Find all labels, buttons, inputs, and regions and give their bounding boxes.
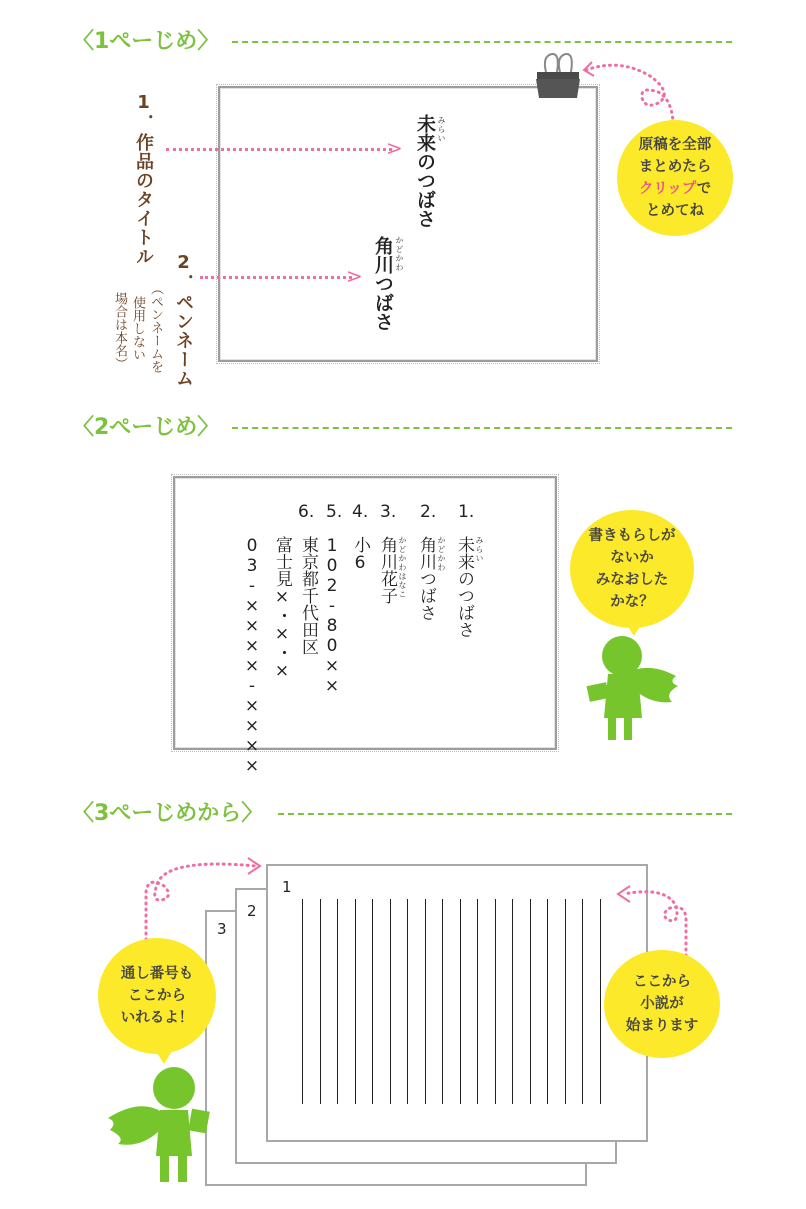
writing-line (565, 899, 566, 1104)
writing-line (320, 899, 321, 1104)
label-pen-name: 2．ペンネーム (173, 252, 194, 388)
writing-line (460, 899, 461, 1104)
writing-line (302, 899, 303, 1104)
title-ruby: みらい (437, 116, 446, 143)
speech-bubble-page-number (98, 938, 216, 1054)
binder-clip-icon (532, 50, 582, 102)
item-text-6c: 03-××××-×××× (242, 536, 262, 776)
bubble-line: 書きもらしが (588, 528, 676, 544)
page-number-1: 1 (282, 878, 292, 896)
item-ruby-1: みらい (475, 536, 484, 563)
speech-bubble-story-start (604, 950, 720, 1058)
section-heading-3: 〈3ぺーじめから〉 (72, 801, 264, 826)
arrowhead-icon: > (386, 136, 403, 160)
bubble-line: で (696, 181, 712, 197)
bubble-line: まとめたら (638, 159, 712, 175)
speech-bubble-clip (617, 120, 733, 236)
item-text-5: 102-80×× (322, 536, 342, 696)
speech-bubble-review (570, 510, 694, 628)
item-number-3: 3. (380, 502, 397, 522)
label-work-title: 1．作品のタイトル (133, 92, 154, 266)
bubble-line: ここから (633, 974, 691, 990)
bubble-line: ここから (128, 988, 186, 1004)
item-number-2: 2. (420, 502, 437, 522)
item-number-4: 4. (352, 502, 369, 522)
writing-line (477, 899, 478, 1104)
writing-line (337, 899, 338, 1104)
item-number-1: 1. (458, 502, 475, 522)
item-text-2: 角川つばさ (416, 536, 436, 621)
arrowhead-icon: > (346, 264, 363, 288)
section-divider (232, 41, 732, 43)
arrow-to-title (166, 148, 392, 151)
item-number-6: 6. (298, 502, 315, 522)
pen-name: 角川つばさ (372, 236, 394, 331)
item-ruby-3: かどかわはなこ (398, 536, 407, 599)
writing-line (407, 899, 408, 1104)
item-text-3: 角川花子 (377, 536, 397, 604)
item-text-6a: 東京都千代田区 (298, 536, 318, 655)
arrow-to-pen-name (200, 276, 352, 279)
pen-name-ruby: かどかわ (395, 236, 404, 272)
bubble-line: ないか (610, 550, 654, 566)
manuscript-sheet-1 (266, 864, 648, 1142)
writing-line (372, 899, 373, 1104)
bubble-line: いれるよ！ (120, 1010, 194, 1026)
writing-line (547, 899, 548, 1104)
bubble-line: 通し番号も (120, 966, 194, 982)
section-heading-1: 〈1ぺーじめ〉 (72, 29, 220, 54)
bubble-line: 原稿を全部 (638, 137, 712, 153)
manuscript-page-1 (218, 86, 598, 362)
label-pen-note-1: （ペンネームを (148, 282, 163, 373)
bubble-line: みなおした (595, 572, 669, 588)
section-divider (278, 813, 732, 815)
item-text-6b: 富士見×・×・× (272, 536, 292, 681)
label-pen-note-3: 場合は本名） (112, 292, 127, 370)
angel-character-icon (104, 1060, 222, 1186)
writing-line (600, 899, 601, 1104)
writing-line (530, 899, 531, 1104)
pointer-curl (606, 880, 692, 960)
writing-line (355, 899, 356, 1104)
angel-character-icon (580, 632, 684, 744)
item-ruby-2: かどかわ (437, 536, 446, 572)
writing-line (582, 899, 583, 1104)
writing-line (425, 899, 426, 1104)
work-title: 未来のつばさ (414, 114, 436, 228)
section-divider (232, 427, 732, 429)
bubble-line: 小説が (640, 996, 684, 1012)
pointer-curl (138, 852, 268, 952)
bubble-highlight: クリップ (638, 181, 697, 197)
page-number-2: 2 (247, 902, 257, 920)
writing-line (442, 899, 443, 1104)
section-heading-2: 〈2ぺーじめ〉 (72, 415, 220, 440)
page-number-3: 3 (217, 920, 227, 938)
label-pen-note-2: 使用しない (130, 296, 145, 361)
bubble-line: かな？ (610, 594, 654, 610)
bubble-line: とめてね (646, 203, 704, 219)
writing-line (512, 899, 513, 1104)
writing-line (495, 899, 496, 1104)
item-text-4: 小6 (350, 536, 370, 573)
writing-line (390, 899, 391, 1104)
item-text-1: 未来のつばさ (454, 536, 474, 638)
item-number-5: 5. (326, 502, 343, 522)
bubble-line: 始まります (625, 1018, 699, 1034)
